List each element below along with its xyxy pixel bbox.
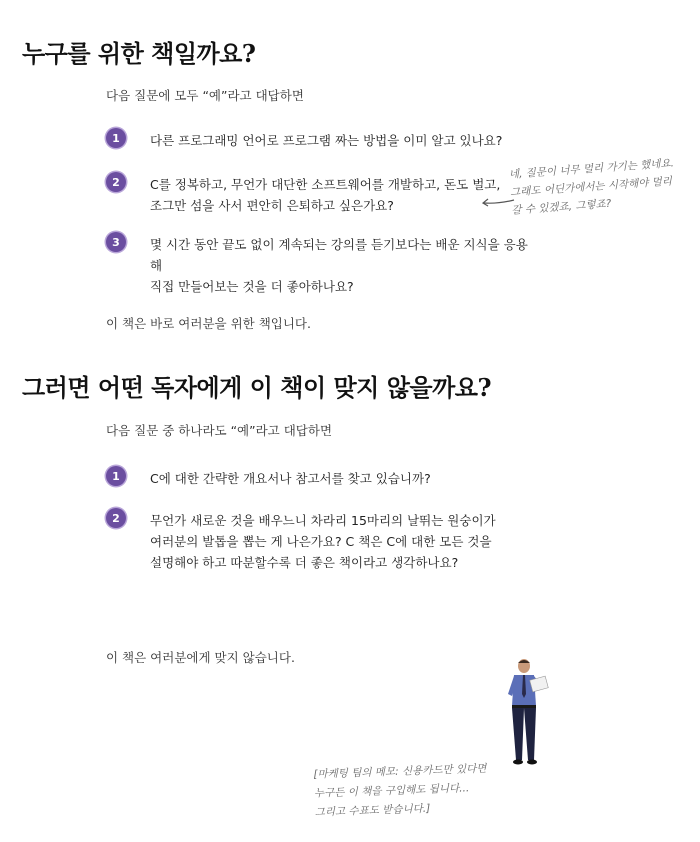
item-text — [150, 174, 520, 216]
item-line: 직접 만들어보는 것을 더 좋아하나요? — [150, 279, 354, 294]
marketing-note — [313, 758, 525, 822]
note-line: 그리고 수표도 받습니다.] — [314, 802, 431, 819]
number-badge-icon: 2 — [106, 508, 126, 528]
section1-intro: 다음 질문에 모두 “예”라고 대답하면 — [106, 88, 304, 103]
number-badge-icon: 1 — [106, 128, 126, 148]
section1-heading: 누구를 위한 책일까요? — [22, 39, 256, 68]
note-line: 갈 수 있겠죠, 그렇죠? — [511, 197, 612, 217]
businessman-figure-icon — [498, 656, 558, 768]
item-line: 무언가 새로운 것을 배우느니 차라리 15마리의 날뛰는 원숭이가 — [150, 513, 496, 528]
item-text — [150, 510, 520, 573]
note-line: 누구든 이 책을 구입해도 됩니다... — [313, 782, 470, 800]
section2-conclusion: 이 책은 여러분에게 맞지 않습니다. — [106, 650, 295, 665]
note-line: 네, 질문이 너무 멀리 가기는 했네요. — [508, 157, 675, 181]
note-line: [마케팅 팀의 메모: 신용카드만 있다면 — [313, 762, 487, 781]
arrow-left-icon — [478, 192, 518, 212]
section2-intro: 다음 질문 중 하나라도 “예”라고 대답하면 — [106, 423, 333, 438]
number-badge-icon: 1 — [106, 466, 126, 486]
section2-heading: 그러면 어떤 독자에게 이 책이 맞지 않을까요? — [22, 373, 492, 402]
item-text — [150, 234, 530, 297]
item-text — [150, 468, 520, 489]
item-line: 여러분의 발톱을 뽑는 게 나은가요? C 책은 C에 대한 모든 것을 — [150, 534, 492, 549]
note-line: 그래도 어딘가에서는 시작해야 멀리 — [509, 175, 673, 199]
item-line: C에 대한 간략한 개요서나 참고서를 찾고 있습니까? — [150, 471, 431, 486]
handwritten-note — [508, 154, 677, 219]
item-line: C를 정복하고, 무언가 대단한 소프트웨어를 개발하고, 돈도 벌고, — [150, 177, 501, 192]
item-line: 몇 시간 동안 끝도 없이 계속되는 강의를 듣기보다는 배운 지식을 응용해 — [150, 237, 528, 273]
item-text — [150, 130, 520, 151]
item-line: 설명해야 하고 따분할수록 더 좋은 책이라고 생각하나요? — [150, 555, 459, 570]
section1-conclusion: 이 책은 바로 여러분을 위한 책입니다. — [106, 316, 311, 331]
item-line: 조그만 섬을 사서 편안히 은퇴하고 싶은가요? — [150, 198, 394, 213]
item-line: 다른 프로그래밍 언어로 프로그램 짜는 방법을 이미 알고 있나요? — [150, 133, 503, 148]
number-badge-icon: 3 — [106, 232, 126, 252]
number-badge-icon: 2 — [106, 172, 126, 192]
